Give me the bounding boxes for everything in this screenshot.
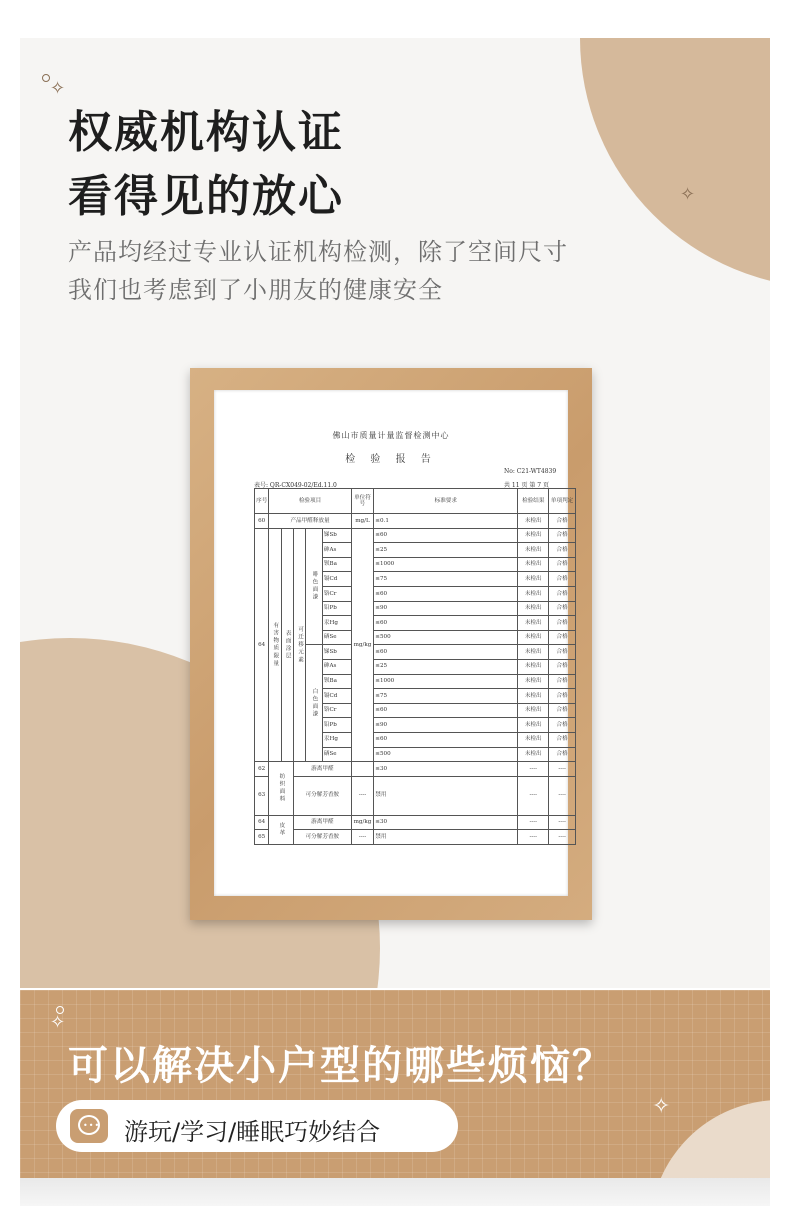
cell: 未检出 — [518, 528, 549, 543]
cell: 铬Cr — [322, 703, 351, 718]
sparkle-icon: ✧ — [50, 1012, 66, 1033]
cell: 合格 — [549, 645, 576, 660]
cell: ≤30 — [374, 762, 518, 777]
cell: 铅Pb — [322, 718, 351, 733]
top-section — [20, 38, 770, 988]
cell: 未检出 — [518, 674, 549, 689]
cell: 合格 — [549, 586, 576, 601]
cell: 未检出 — [518, 718, 549, 733]
certificate-paper — [214, 390, 574, 896]
chat-bubble-icon: ••• — [70, 1109, 108, 1143]
bottom-shade — [20, 1178, 770, 1206]
cell: ≤0.1 — [374, 514, 518, 529]
cell: 可分解芳香胺 — [294, 776, 352, 815]
cell: ---- — [518, 762, 549, 777]
cell: ≤500 — [374, 747, 518, 762]
cell: mg/L — [351, 514, 374, 529]
cell: 合格 — [549, 557, 576, 572]
page-info: 共 11 页 第 7 页 — [504, 482, 549, 489]
cell: 镉Cd — [322, 572, 351, 587]
table-row — [255, 528, 576, 543]
cell: ≤60 — [374, 586, 518, 601]
cell: 铅Pb — [322, 601, 351, 616]
cell: 皮革 — [269, 815, 294, 844]
cell: 63 — [255, 776, 269, 815]
col-header: 序号 — [255, 489, 269, 514]
subtitle-line1: 产品均经过专业认证机构检测，除了空间尺寸 — [68, 238, 568, 266]
certificate-organization: 佛山市质量计量监督检测中心 — [332, 431, 450, 440]
cell: 合格 — [549, 572, 576, 587]
cell: 有害物质限量 — [269, 528, 281, 762]
cell: 60 — [255, 514, 269, 529]
cell: ≤1000 — [374, 557, 518, 572]
page-title-line1: 权威机构认证 — [68, 107, 344, 158]
cell: ≤500 — [374, 630, 518, 645]
cell: 白色面漆 — [306, 645, 322, 762]
cell: 未检出 — [518, 689, 549, 704]
cell: 64 — [255, 528, 269, 762]
cell: ---- — [351, 830, 374, 845]
cell: 未检出 — [518, 659, 549, 674]
page-title-line2: 看得见的放心 — [68, 171, 344, 222]
col-header: 检验结果 — [518, 489, 549, 514]
cell: 铬Cr — [322, 586, 351, 601]
cell: 65 — [255, 830, 269, 845]
cell: 合格 — [549, 659, 576, 674]
subtitle-line2: 我们也考虑到了小朋友的健康安全 — [68, 276, 443, 304]
cell: 合格 — [549, 732, 576, 747]
cell: ≤90 — [374, 718, 518, 733]
cell: ---- — [549, 815, 576, 830]
col-header: 单位符号 — [351, 489, 374, 514]
cell: 汞Hg — [322, 616, 351, 631]
col-header: 标准要求 — [374, 489, 518, 514]
cell: 硒Se — [322, 747, 351, 762]
cell: ≤60 — [374, 616, 518, 631]
cell: ---- — [549, 762, 576, 777]
report-table — [254, 488, 576, 845]
cell: ≤75 — [374, 572, 518, 587]
form-number: 表号: QR-CX049-02/Ed.11.0 — [254, 482, 337, 489]
cell: ≤60 — [374, 703, 518, 718]
sparkle-icon: ✧ — [680, 184, 696, 205]
feature-pill — [56, 1100, 458, 1152]
cell: 汞Hg — [322, 732, 351, 747]
cell: ≤90 — [374, 601, 518, 616]
decor-circle-top-right — [580, 38, 770, 288]
cell: ≤25 — [374, 659, 518, 674]
cell: 可迁移元素 — [294, 528, 306, 762]
cell: 未检出 — [518, 732, 549, 747]
cell: mg/kg — [351, 815, 374, 830]
cell: 表面涂层 — [281, 528, 293, 762]
cell: ≤1000 — [374, 674, 518, 689]
cell: ≤75 — [374, 689, 518, 704]
table-row — [255, 762, 576, 777]
cell: 未检出 — [518, 703, 549, 718]
sparkle-icon: ✧ — [652, 1094, 671, 1119]
cell: 未检出 — [518, 514, 549, 529]
table-row — [255, 830, 576, 845]
cell: ≤30 — [374, 815, 518, 830]
decor-dot — [42, 74, 50, 82]
cell: 合格 — [549, 601, 576, 616]
cell: 锑Sb — [322, 528, 351, 543]
table-row — [255, 776, 576, 815]
cell: 合格 — [549, 747, 576, 762]
section-question: 可以解决小户型的哪些烦恼？ — [68, 1043, 614, 1089]
cell: 未检出 — [518, 557, 549, 572]
cell: 合格 — [549, 674, 576, 689]
cell: 产品甲醛释放量 — [269, 514, 351, 529]
bottom-banner — [20, 990, 770, 1178]
cell: 未检出 — [518, 747, 549, 762]
cell: ---- — [549, 830, 576, 845]
cell: ≤25 — [374, 543, 518, 558]
cell: 合格 — [549, 703, 576, 718]
cell: 锑Sb — [322, 645, 351, 660]
cell: 禁用 — [374, 776, 518, 815]
cell: 纺织面料 — [269, 762, 294, 816]
cell: 合格 — [549, 630, 576, 645]
certificate-title: 检 验 报 告 — [345, 454, 437, 465]
cell — [351, 762, 374, 777]
report-number: No: C21-WT4839 — [504, 468, 557, 475]
cell: 未检出 — [518, 645, 549, 660]
cell: 合格 — [549, 528, 576, 543]
cell: 未检出 — [518, 586, 549, 601]
cell: 啡色面漆 — [306, 528, 322, 645]
cell: 砷As — [322, 543, 351, 558]
col-header: 单项判定 — [549, 489, 576, 514]
cell: 未检出 — [518, 543, 549, 558]
cell: ≤60 — [374, 732, 518, 747]
cell: 合格 — [549, 689, 576, 704]
cell: 64 — [255, 815, 269, 830]
feature-pill-label: 游玩/学习/睡眠巧妙结合 — [124, 1118, 381, 1146]
cell: ≤60 — [374, 645, 518, 660]
cell: 砷As — [322, 659, 351, 674]
cell: 禁用 — [374, 830, 518, 845]
cell: 镉Cd — [322, 689, 351, 704]
cell: 合格 — [549, 543, 576, 558]
cell: ≤60 — [374, 528, 518, 543]
wooden-frame — [190, 368, 592, 920]
cell: 钡Ba — [322, 674, 351, 689]
cell: 未检出 — [518, 630, 549, 645]
cell: mg/kg — [351, 528, 374, 762]
cell: ---- — [518, 815, 549, 830]
cell: 钡Ba — [322, 557, 351, 572]
table-header-row — [255, 489, 576, 514]
cell: 游离甲醛 — [294, 815, 352, 830]
cell: ---- — [351, 776, 374, 815]
cell: 可分解芳香胺 — [294, 830, 352, 845]
cell: 未检出 — [518, 601, 549, 616]
cell: 合格 — [549, 514, 576, 529]
cell: 合格 — [549, 718, 576, 733]
cell: 未检出 — [518, 572, 549, 587]
table-row — [255, 514, 576, 529]
cell: 未检出 — [518, 616, 549, 631]
cell: 62 — [255, 762, 269, 777]
col-header: 检验项目 — [269, 489, 351, 514]
cell: ---- — [518, 776, 549, 815]
cell: ---- — [549, 776, 576, 815]
cell: 硒Se — [322, 630, 351, 645]
cell: 游离甲醛 — [294, 762, 352, 777]
cell: ---- — [518, 830, 549, 845]
table-row — [255, 815, 576, 830]
cell: 合格 — [549, 616, 576, 631]
sparkle-icon: ✧ — [50, 78, 66, 99]
